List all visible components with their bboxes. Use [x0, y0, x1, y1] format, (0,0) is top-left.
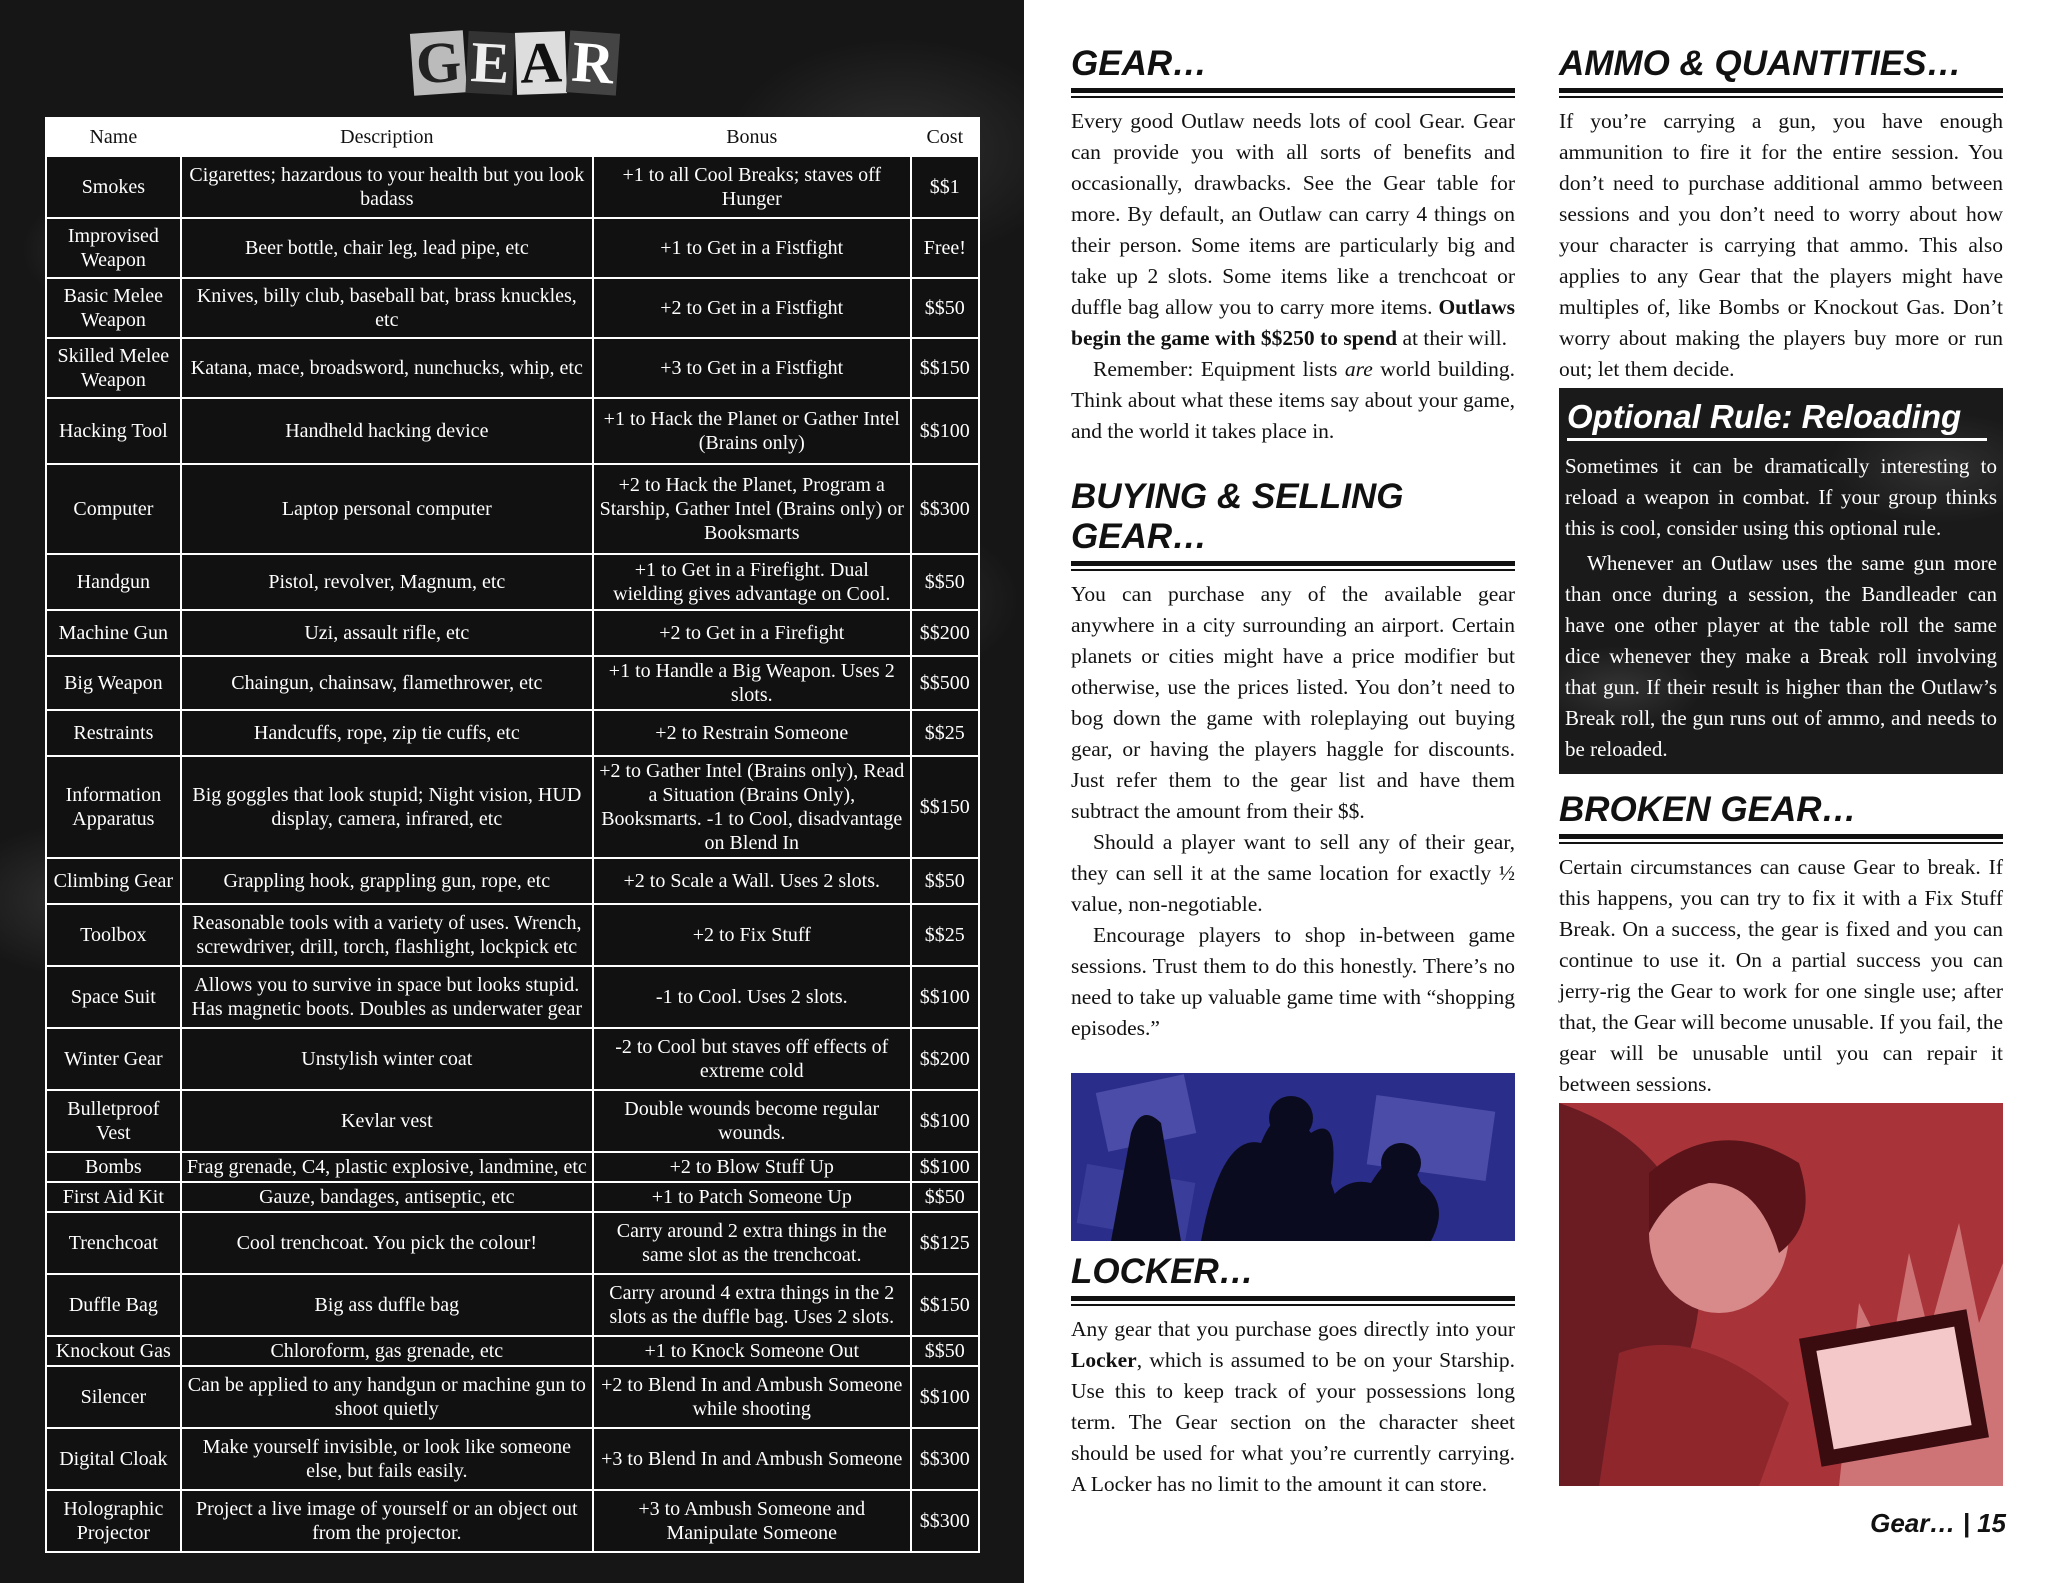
heading-rule [1071, 1296, 1515, 1301]
gear-p1-bold: Outlaws begin the game with $$250 to spend [1071, 295, 1516, 350]
item-bonus: +1 to Knock Someone Out [593, 1336, 911, 1366]
item-name: Digital Cloak [46, 1428, 181, 1490]
item-description: Chloroform, gas grenade, etc [181, 1336, 593, 1366]
item-bonus: +1 to Handle a Big Weapon. Uses 2 slots. [593, 656, 911, 710]
section-broken-gear [1559, 790, 2003, 1100]
locker-p1-a: Any gear that you purchase goes directly into your [1071, 1317, 1515, 1341]
gear-table-row [46, 1090, 979, 1152]
item-description: Grappling hook, grappling gun, rope, etc [181, 858, 593, 904]
heading-locker: LOCKER… [1071, 1252, 1254, 1291]
item-cost: $$50 [911, 278, 979, 338]
item-description: Knives, billy club, baseball bat, brass knuckles, etc [181, 278, 593, 338]
item-name: Toolbox [46, 904, 181, 966]
item-description: Beer bottle, chair leg, lead pipe, etc [181, 218, 593, 278]
item-description: Handcuffs, rope, zip tie cuffs, etc [181, 710, 593, 756]
item-description: Unstylish winter coat [181, 1028, 593, 1090]
item-name: Computer [46, 464, 181, 554]
right-page [1024, 0, 2048, 1583]
ammo-paragraph: If you’re carrying a gun, you have enough ammunition to fire it for the entire session. You don’t need to purchase additional ammo between sessions and you don’t need to worry about how your character is carrying that ammo. This also applies to any Gear that the players might have multiples of, like Bombs or Knockout Gas. Don’t worry about making the players buy more or run out; let them decide. [1559, 109, 2003, 381]
item-bonus: +2 to Get in a Fistfight [593, 278, 911, 338]
item-name: Knockout Gas [46, 1336, 181, 1366]
item-name: Winter Gear [46, 1028, 181, 1090]
header-description: Description [181, 118, 593, 156]
item-description: Cool trenchcoat. You pick the colour! [181, 1212, 593, 1274]
item-name: Silencer [46, 1366, 181, 1428]
item-description: Handheld hacking device [181, 398, 593, 464]
item-bonus: +2 to Hack the Planet, Program a Starship, Gather Intel (Brains only) or Booksmarts [593, 464, 911, 554]
gear-p2-a: Remember: Equipment lists [1093, 357, 1338, 381]
item-name: Information Apparatus [46, 756, 181, 858]
item-description: Make yourself invisible, or look like someone else, but fails easily. [181, 1428, 593, 1490]
gear-paragraph-2 [1071, 354, 1515, 447]
item-cost: $$50 [911, 1182, 979, 1212]
item-cost: $$50 [911, 858, 979, 904]
item-cost: $$50 [911, 554, 979, 610]
logo-letter-a: A [515, 31, 567, 95]
gear-table-row [46, 1274, 979, 1336]
gear-table-row [46, 156, 979, 218]
item-bonus: +2 to Blend In and Ambush Someone while shooting [593, 1366, 911, 1428]
item-name: Machine Gun [46, 610, 181, 656]
broken-paragraph: Certain circumstances can cause Gear to break. If this happens, you can try to fix it with a Fix Stuff Break. On a success, the gear is fixed and you can continue to use it. On a partial success you can jerry-rig the Gear to work for one single use; after that, the Gear will become unusable. If you fail, the gear will be unusable until you can repair it between sessions. [1559, 855, 2003, 1096]
item-cost: $$200 [911, 1028, 979, 1090]
heading-broken-gear: BROKEN GEAR… [1559, 790, 1857, 829]
item-cost: $$150 [911, 338, 979, 398]
item-cost: $$500 [911, 656, 979, 710]
item-name: Smokes [46, 156, 181, 218]
item-name: Restraints [46, 710, 181, 756]
gear-table-row [46, 1366, 979, 1428]
heading-ammo: AMMO & QUANTITIES… [1559, 44, 1962, 83]
header-cost: Cost [911, 118, 979, 156]
item-description: Frag grenade, C4, plastic explosive, landmine, etc [181, 1152, 593, 1182]
gear-table-row [46, 1152, 979, 1182]
heading-rule [1559, 88, 2003, 93]
item-cost: $$100 [911, 966, 979, 1028]
heading-rule [1559, 842, 2003, 844]
header-bonus: Bonus [593, 118, 911, 156]
section-buying-selling [1071, 477, 1515, 1044]
item-cost: $$200 [911, 610, 979, 656]
column-left [1071, 44, 1516, 1496]
gear-paragraph-1 [1071, 106, 1515, 354]
gear-p1-end: at their will. [1402, 326, 1507, 350]
locker-p1-b: , which is assumed to be on your Starship. Use this to keep track of your possessions long term. The Gear section on the character sheet should be used for what you’re currently carrying. A Locker has no limit to the amount it can store. [1071, 1348, 1515, 1496]
item-cost: Free! [911, 218, 979, 278]
item-name: Climbing Gear [46, 858, 181, 904]
heading-rule [1071, 88, 1515, 93]
item-name: Hacking Tool [46, 398, 181, 464]
gear-table-header [46, 118, 979, 156]
item-bonus: +2 to Restrain Someone [593, 710, 911, 756]
gear-table-row [46, 338, 979, 398]
item-bonus: Carry around 4 extra things in the 2 slots as the duffle bag. Uses 2 slots. [593, 1274, 911, 1336]
gear-table-row [46, 1212, 979, 1274]
item-cost: $$150 [911, 756, 979, 858]
buying-paragraph-3: Encourage players to shop in-between game sessions. Trust them to do this honestly. There’s no need to take up valuable game time with “shopping episodes.” [1071, 923, 1515, 1040]
item-bonus: +2 to Fix Stuff [593, 904, 911, 966]
item-description: Project a live image of yourself or an object out from the projector. [181, 1490, 593, 1552]
gear-p2-b: world building. Think about what these items say about your game, and the world it takes place in. [1071, 357, 1516, 443]
item-description: Uzi, assault rifle, etc [181, 610, 593, 656]
item-cost: $$100 [911, 1152, 979, 1182]
heading-rule [1559, 96, 2003, 98]
gear-table-row [46, 656, 979, 710]
item-bonus: +1 to Hack the Planet or Gather Intel (Brains only) [593, 398, 911, 464]
heading-rule [1071, 569, 1515, 571]
item-name: Bulletproof Vest [46, 1090, 181, 1152]
item-cost: $$300 [911, 1490, 979, 1552]
page-folio: Gear… | 15 [1870, 1508, 2006, 1538]
item-description: Kevlar vest [181, 1090, 593, 1152]
optional-rule-title: Optional Rule: Reloading [1567, 398, 1962, 435]
heading-rule [1559, 834, 2003, 839]
illustration-shadow-figures [1071, 1073, 1515, 1241]
gear-table-body [46, 156, 979, 1552]
item-description: Can be applied to any handgun or machine gun to shoot quietly [181, 1366, 593, 1428]
item-name: Skilled Melee Weapon [46, 338, 181, 398]
gear-table-row [46, 858, 979, 904]
item-bonus: +2 to Scale a Wall. Uses 2 slots. [593, 858, 911, 904]
item-cost: $$25 [911, 710, 979, 756]
item-name: Improvised Weapon [46, 218, 181, 278]
logo-letter-r: R [566, 30, 620, 95]
item-bonus: +1 to Get in a Firefight. Dual wielding gives advantage on Cool. [593, 554, 911, 610]
header-name: Name [46, 118, 181, 156]
item-cost: $$100 [911, 398, 979, 464]
gear-table-row [46, 278, 979, 338]
item-bonus: +2 to Get in a Firefight [593, 610, 911, 656]
item-name: Holographic Projector [46, 1490, 181, 1552]
item-description: Pistol, revolver, Magnum, etc [181, 554, 593, 610]
gear-table-row [46, 1182, 979, 1212]
gear-table-row [46, 1028, 979, 1090]
gear-table-row [46, 610, 979, 656]
item-description: Allows you to survive in space but looks stupid. Has magnetic boots. Doubles as underwater gear [181, 966, 593, 1028]
item-name: Trenchcoat [46, 1212, 181, 1274]
gear-table-row [46, 756, 979, 858]
optional-rule-paragraph-2: Whenever an Outlaw uses the same gun more than once during a session, the Bandleader can have one other player at the table roll the same dice whenever they make a Break roll involving that gun. If their result is higher than the Outlaw’s Break roll, the gun runs out of ammo, and needs to be reloaded. [1565, 551, 1997, 761]
item-description: Big ass duffle bag [181, 1274, 593, 1336]
optional-rule-underline [1567, 438, 1987, 441]
section-ammo [1559, 44, 2003, 385]
gear-table-row [46, 1428, 979, 1490]
heading-rule [1071, 96, 1515, 98]
section-gear [1071, 44, 1515, 447]
item-bonus: +1 to Get in a Fistfight [593, 218, 911, 278]
item-name: Bombs [46, 1152, 181, 1182]
item-bonus: Carry around 2 extra things in the same slot as the trenchcoat. [593, 1212, 911, 1274]
item-bonus: +2 to Gather Intel (Brains only), Read a Situation (Brains Only), Booksmarts. -1 to Cool, disadvantage on Blend In [593, 756, 911, 858]
item-description: Big goggles that look stupid; Night vision, HUD display, camera, infrared, etc [181, 756, 593, 858]
item-description: Reasonable tools with a variety of uses. Wrench, screwdriver, drill, torch, flashlight, lockpick etc [181, 904, 593, 966]
item-bonus: +2 to Blow Stuff Up [593, 1152, 911, 1182]
item-name: Handgun [46, 554, 181, 610]
logo-letter-e: E [466, 31, 516, 95]
heading-rule [1071, 561, 1515, 566]
item-cost: $$300 [911, 1428, 979, 1490]
illustration-broken-gear [1559, 1103, 2003, 1486]
locker-p1-bold: Locker [1071, 1348, 1137, 1372]
item-name: Space Suit [46, 966, 181, 1028]
item-bonus: +1 to Patch Someone Up [593, 1182, 911, 1212]
gear-table-row [46, 904, 979, 966]
item-cost: $$150 [911, 1274, 979, 1336]
item-bonus: -1 to Cool. Uses 2 slots. [593, 966, 911, 1028]
item-bonus: Double wounds become regular wounds. [593, 1090, 911, 1152]
gear-table-row [46, 966, 979, 1028]
gear-table-row [46, 1490, 979, 1552]
gear-table-row [46, 218, 979, 278]
item-cost: $$25 [911, 904, 979, 966]
section-locker [1071, 1252, 1515, 1500]
item-cost: $$100 [911, 1090, 979, 1152]
item-description: Katana, mace, broadsword, nunchucks, whip, etc [181, 338, 593, 398]
gear-p1-text: Every good Outlaw needs lots of cool Gear. Gear can provide you with all sorts of benefits and occasionally, drawbacks. See the Gear table for more. By default, an Outlaw can carry 4 things on their person. Some items are particularly big and take up 2 slots. Some items like a trenchcoat or duffle bag allow you to carry more items. [1071, 109, 1515, 319]
gear-table-row [46, 1336, 979, 1366]
locker-paragraph [1071, 1314, 1515, 1500]
buying-paragraph-1: You can purchase any of the available gear anywhere in a city surrounding an airport. Certain planets or cities might have a price modifier but otherwise, use the prices listed. You don’t need to bog down the game with roleplaying out buying gear, or having the players haggle for discounts. Just refer them to the gear list and have them subtract the amount from their $$. [1071, 582, 1515, 823]
item-name: Basic Melee Weapon [46, 278, 181, 338]
item-cost: $$100 [911, 1366, 979, 1428]
item-bonus: -2 to Cool but staves off effects of extreme cold [593, 1028, 911, 1090]
item-cost: $$1 [911, 156, 979, 218]
item-description: Laptop personal computer [181, 464, 593, 554]
item-bonus: +1 to all Cool Breaks; staves off Hunger [593, 156, 911, 218]
item-description: Cigarettes; hazardous to your health but you look badass [181, 156, 593, 218]
item-bonus: +3 to Blend In and Ambush Someone [593, 1428, 911, 1490]
optional-rule-box [1559, 388, 2003, 774]
item-cost: $$50 [911, 1336, 979, 1366]
heading-rule [1071, 1304, 1515, 1306]
heading-gear: GEAR… [1071, 44, 1208, 83]
gear-table-row [46, 464, 979, 554]
item-name: Big Weapon [46, 656, 181, 710]
gear-table [45, 117, 980, 1553]
illustration-broken-gear-art [1559, 1103, 2003, 1486]
item-bonus: +3 to Get in a Fistfight [593, 338, 911, 398]
item-name: First Aid Kit [46, 1182, 181, 1212]
item-name: Duffle Bag [46, 1274, 181, 1336]
gear-table-row [46, 398, 979, 464]
illustration-shadow-figures-art [1071, 1073, 1515, 1241]
item-description: Chaingun, chainsaw, flamethrower, etc [181, 656, 593, 710]
item-cost: $$125 [911, 1212, 979, 1274]
gear-table-row [46, 710, 979, 756]
item-description: Gauze, bandages, antiseptic, etc [181, 1182, 593, 1212]
gear-table-row [46, 554, 979, 610]
gear-p2-em: are [1344, 357, 1373, 381]
optional-rule-paragraph-1: Sometimes it can be dramatically interesting to reload a weapon in combat. If your group thinks this is cool, consider using this optional rule. [1565, 454, 1997, 540]
heading-buying-selling: BUYING & SELLING GEAR… [1071, 477, 1404, 556]
buying-paragraph-2: Should a player want to sell any of their gear, they can sell it at the same location for exactly ½ value, non-negotiable. [1071, 830, 1515, 916]
logo-letter-g: G [410, 30, 467, 96]
gear-title-logo [413, 28, 617, 98]
item-bonus: +3 to Ambush Someone and Manipulate Someone [593, 1490, 911, 1552]
item-cost: $$300 [911, 464, 979, 554]
